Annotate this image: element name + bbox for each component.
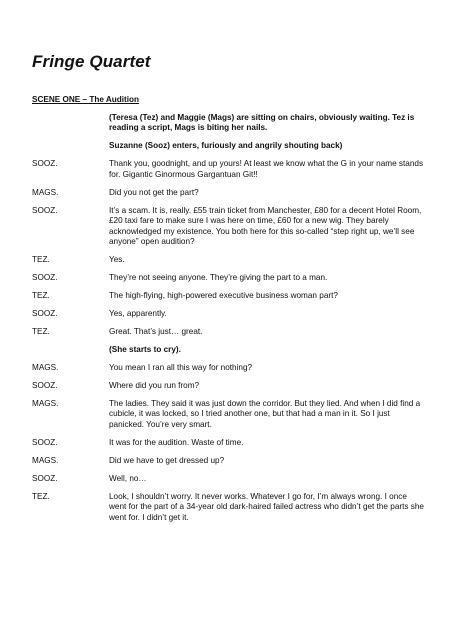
dialogue-text: It’s a scam. It is, really. £55 train ticket from Manchester, £80 for a decent Hotel Room, £20 taxi fare to make sure I was here on time, £60 for a new wig. They barely acknowledged my existence. You both here for this so-called “step right up, we’ll see anyone” open audition? (109, 205, 422, 247)
dialogue-line (32, 206, 424, 248)
speaker-name: TEZ. (32, 327, 50, 337)
dialogue-line (32, 399, 424, 430)
dialogue-line (32, 474, 424, 484)
dialogue-text: Yes. (109, 255, 125, 265)
dialogue-text: You mean I ran all this way for nothing? (109, 363, 253, 373)
speaker-name: TEZ. (32, 255, 50, 265)
dialogue-line (32, 492, 424, 523)
scene-heading: SCENE ONE – The Audition (32, 95, 140, 104)
dialogue-line (32, 273, 424, 283)
dialogue-text: Where did you run from? (109, 381, 200, 391)
dialogue-line (32, 255, 424, 265)
dialogue-line (32, 327, 424, 337)
script-body (32, 113, 424, 531)
speaker-name: MAGS. (32, 187, 59, 197)
dialogue-text: It was for the audition. Waste of time. (109, 437, 244, 447)
stage-direction (32, 345, 424, 355)
speaker-name: MAGS. (32, 399, 59, 409)
dialogue-line (32, 363, 424, 373)
dialogue-text: Yes, apparently. (109, 309, 167, 319)
document-title: Fringe Quartet (32, 52, 151, 71)
speaker-name: TEZ. (32, 291, 50, 301)
stage-direction (32, 141, 424, 151)
dialogue-text: Did you not get the part? (109, 187, 199, 197)
dialogue-line (32, 456, 424, 466)
speaker-name: SOOZ. (32, 381, 58, 391)
speaker-name: SOOZ. (32, 205, 58, 215)
stage-direction-text: Suzanne (Sooz) enters, furiously and angrily shouting back) (109, 141, 343, 151)
speaker-name: SOOZ. (32, 437, 58, 447)
stage-direction (32, 113, 424, 134)
dialogue-text: The high-flying, high-powered executive business woman part? (109, 291, 338, 301)
dialogue-line (32, 438, 424, 448)
dialogue-text: Well, no… (109, 473, 147, 483)
stage-direction-text: (She starts to cry). (109, 345, 181, 355)
speaker-name: SOOZ. (32, 473, 58, 483)
dialogue-text: They’re not seeing anyone. They’re giving the part to a man. (109, 273, 328, 283)
speaker-name: SOOZ. (32, 309, 58, 319)
dialogue-text: Great. That’s just… great. (109, 327, 203, 337)
speaker-name: TEZ. (32, 491, 50, 501)
dialogue-text: Thank you, goodnight, and up yours! At least we know what the G in your name stands for. Gigantic Ginormous Gargantuan Git!! (109, 159, 424, 179)
speaker-name: SOOZ. (32, 159, 58, 169)
dialogue-text: Did we have to get dressed up? (109, 455, 225, 465)
dialogue-line (32, 381, 424, 391)
dialogue-text: The ladies. They said it was just down the corridor. But they lied. And when I did find a cubicle, it was locked, so I tried another one, but that had a man in it. So I just panicked. You’re very smart. (109, 399, 421, 429)
speaker-name: MAGS. (32, 363, 59, 373)
stage-direction-text: (Teresa (Tez) and Maggie (Mags) are sitting on chairs, obviously waiting. Tez is reading a script, Mags is biting her nails. (109, 113, 415, 133)
dialogue-text: Look, I shouldn’t worry. It never works. Whatever I go for, I’m always wrong. I once went for the part of a 34-year old dark-haired failed actress who didn’t get the parts she went for. I didn’t get it. (109, 491, 424, 522)
dialogue-line (32, 291, 424, 301)
speaker-name: MAGS. (32, 455, 59, 465)
dialogue-line (32, 309, 424, 319)
speaker-name: SOOZ. (32, 273, 58, 283)
dialogue-line (32, 159, 424, 180)
dialogue-line (32, 188, 424, 198)
